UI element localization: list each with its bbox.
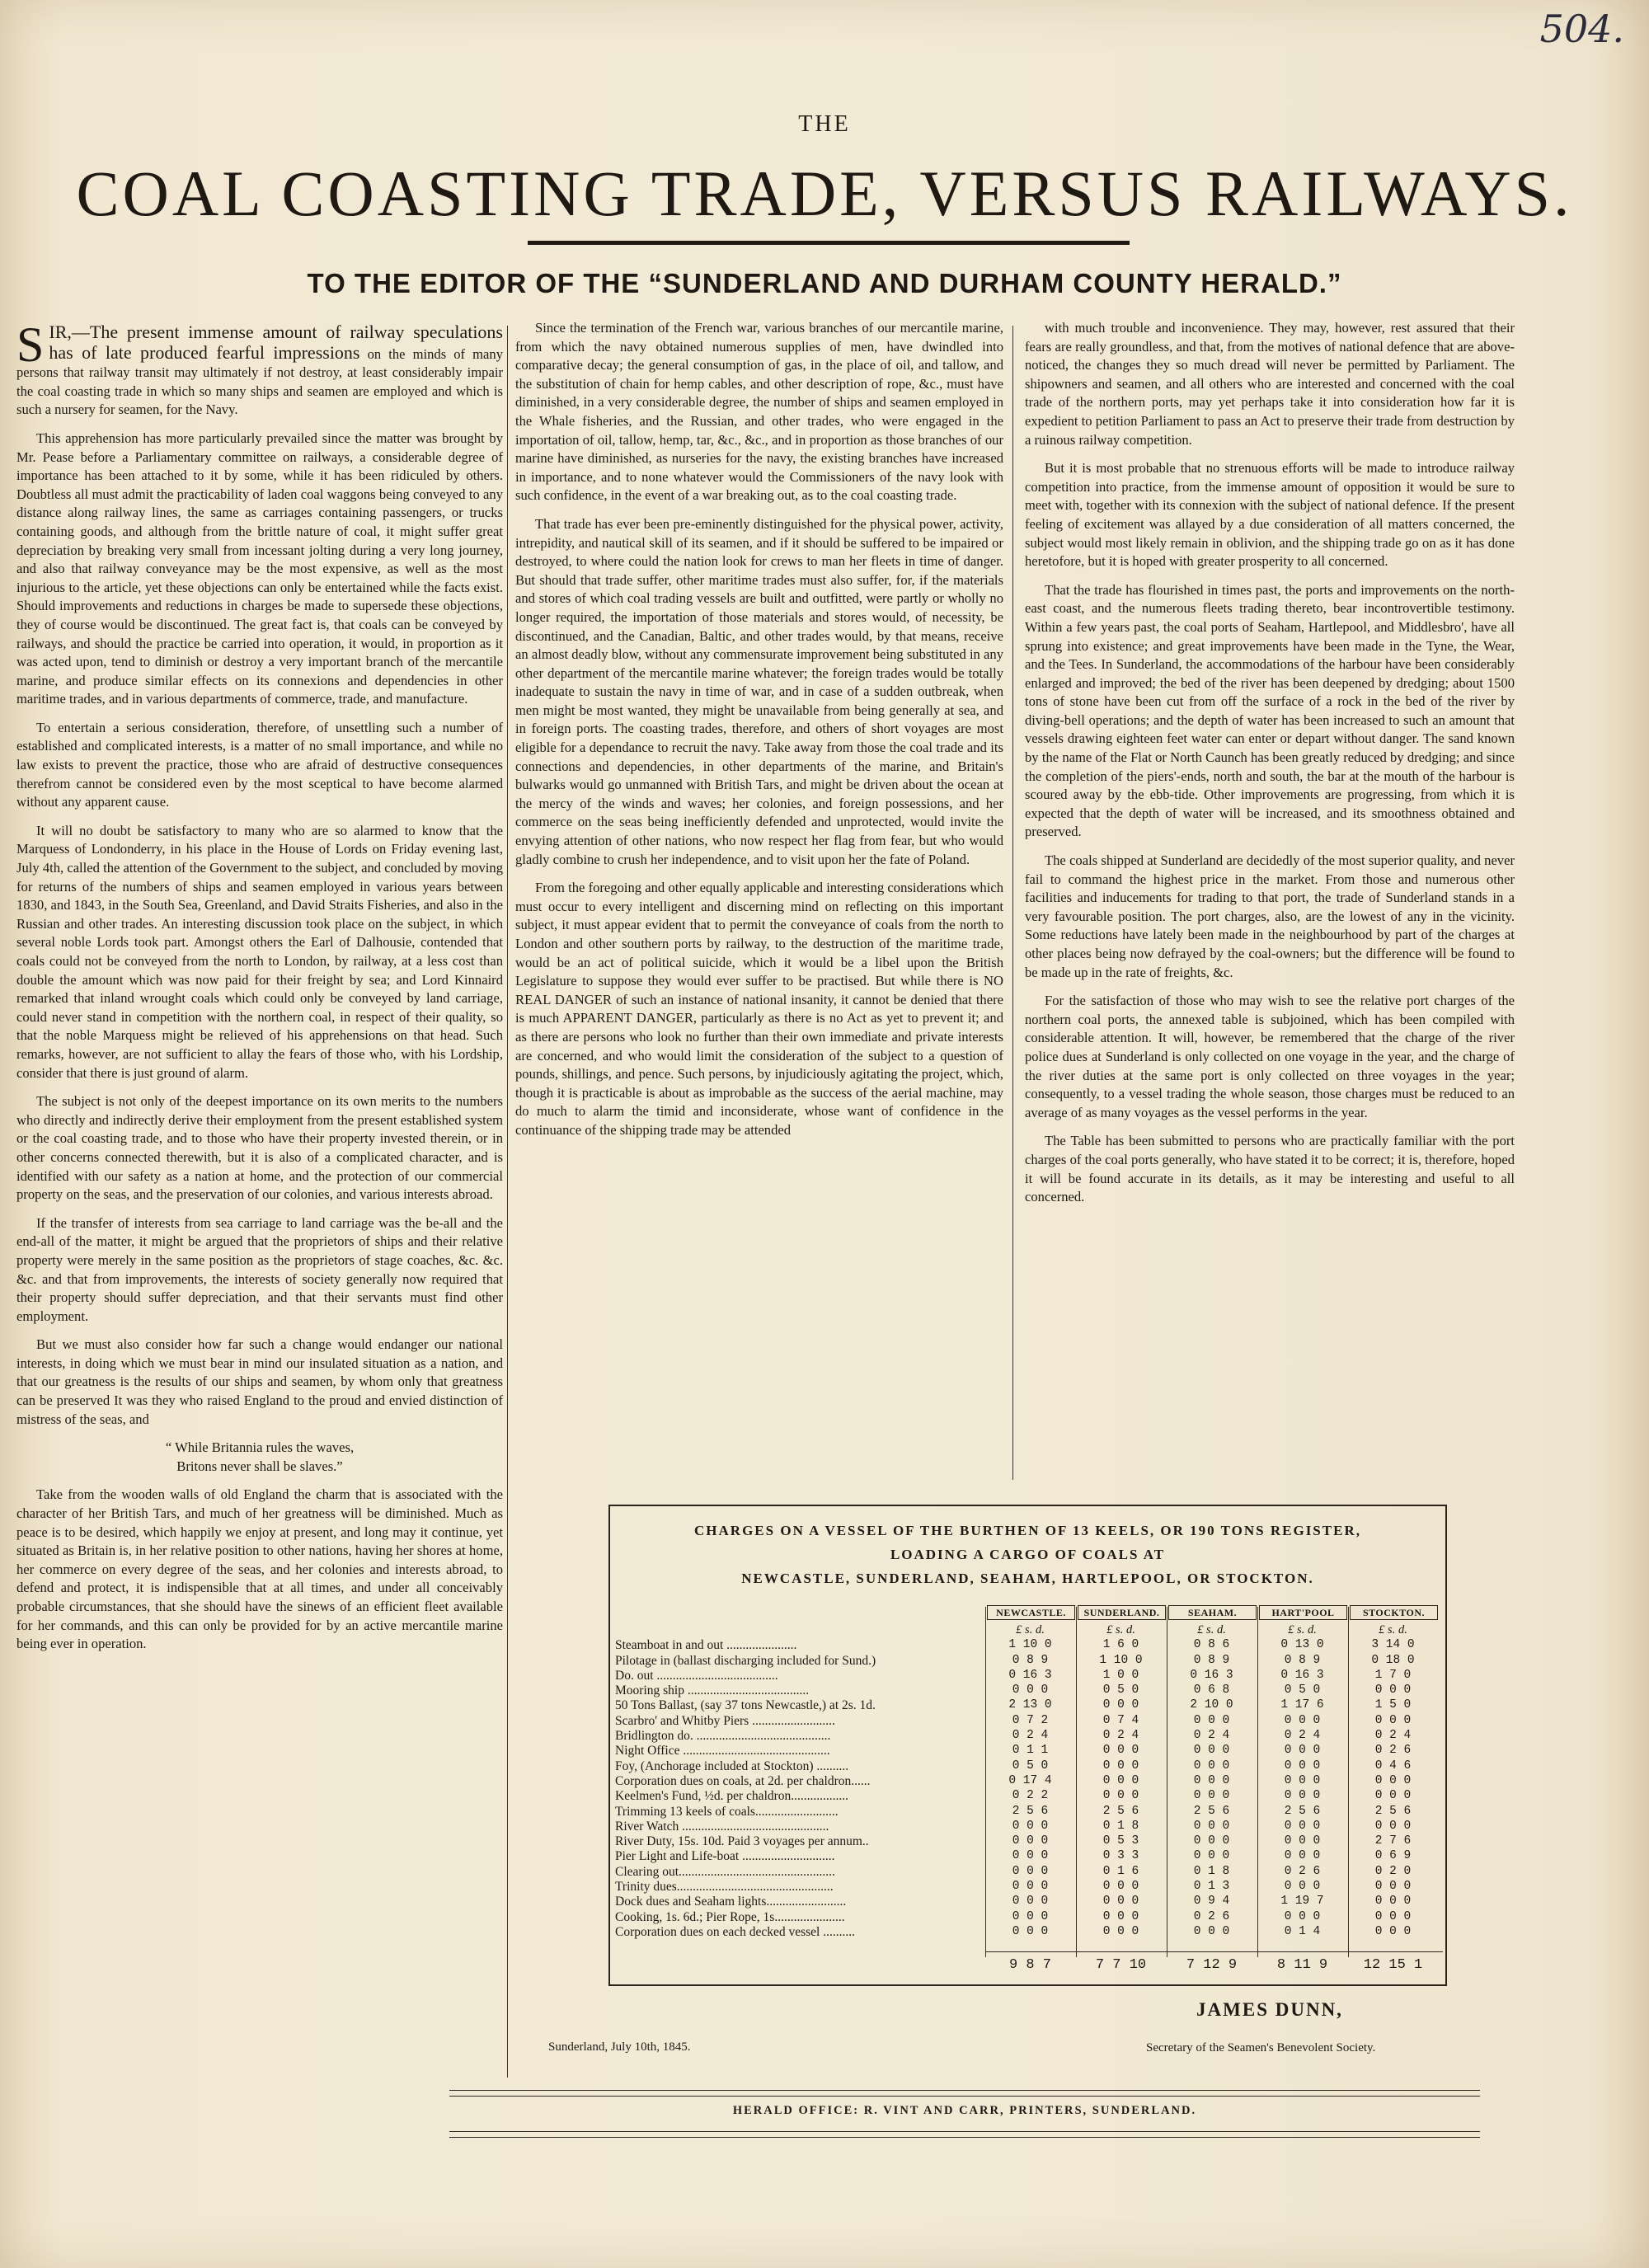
- charge-value: 0 5 0: [1102, 1683, 1139, 1697]
- charge-label: Do. out ......................................: [615, 1668, 778, 1683]
- table-row: [610, 1683, 1445, 1698]
- table-row: [610, 1729, 1445, 1744]
- charge-value: 2 5 6: [1193, 1804, 1230, 1818]
- table-row: [610, 1865, 1445, 1880]
- charge-value: 0 5 0: [1284, 1683, 1321, 1697]
- paragraph: Since the termination of the French war, various branches of our mercantile marine, from which the navy obtained numerous supplies of men, have dwindled into comparative decay; the general consumption of gas, in the place of oil, and tallow, and the substitution of chain for hemp cables, and other description of rope, &c., must have diminished, in a very considerable degree, the number of ships and seamen employed in the Whale fisheries, and the Russian, and other trades, who were engaged in the importation of oil, tallow, hemp, tar, &c., &c., and in proportion as those branches of our marine have diminished, as nurseries for the navy, the existing branches have increased in importance, and to none whatever would the Commissioners of the navy look with such confidence, in the event of a war breaking out, as to the coal coasting trade.: [515, 320, 1003, 504]
- signature-name: JAMES DUNN,: [1196, 1999, 1343, 2020]
- charge-value: 0 0 0: [1374, 1683, 1412, 1697]
- charge-label: River Watch ..............................................: [615, 1819, 829, 1834]
- table-row: [610, 1834, 1445, 1849]
- currency-units: £ s. d.: [1197, 1623, 1226, 1636]
- charge-value: 0 0 0: [1374, 1819, 1412, 1833]
- units-row: [610, 1623, 1445, 1638]
- charge-value: 0 0 0: [1012, 1880, 1049, 1894]
- paragraph: The subject is not only of the deepest importance on its own merits to the numbers who directly and indirectly derive their employment from the present established system or the coal coasting trade, and to those who have their property invested therein, or in other concerns connected therewith, but it is also of a complicated character, and is identified with our safety as a nation at home, and the protection of our commercial property on the seas, and the preservation of our colonies, and various interests abroad.: [16, 1093, 503, 1203]
- charge-value: 0 3 3: [1102, 1849, 1139, 1863]
- printer-imprint: HERALD OFFICE: R. VINT AND CARR, PRINTERS, SUNDERLAND.: [732, 2104, 1197, 2117]
- table-row: [610, 1805, 1445, 1820]
- totals-row: [610, 1953, 1445, 1978]
- charge-value: 0 2 4: [1102, 1729, 1139, 1743]
- charge-value: 0 6 9: [1374, 1849, 1412, 1863]
- table-row: [610, 1910, 1445, 1925]
- port-name: STOCKTON.: [1350, 1605, 1438, 1620]
- charge-value: 0 0 0: [1374, 1924, 1412, 1938]
- charge-value: 0 0 0: [1102, 1880, 1139, 1894]
- charge-value: 0 0 0: [1012, 1864, 1049, 1878]
- charge-value: 0 8 9: [1284, 1653, 1321, 1667]
- charge-value: 2 5 6: [1102, 1804, 1139, 1818]
- charge-value: 0 0 0: [1102, 1759, 1139, 1773]
- currency-units: £ s. d.: [1016, 1623, 1045, 1636]
- charge-value: 0 0 0: [1374, 1789, 1412, 1803]
- charge-label: Pier Light and Life-boat .............................: [615, 1849, 835, 1864]
- charge-value: 2 5 6: [1374, 1804, 1412, 1818]
- charge-value: 0 0 0: [1102, 1895, 1139, 1909]
- charge-value: 0 0 0: [1193, 1834, 1230, 1848]
- charge-value: 1 0 0: [1102, 1668, 1139, 1682]
- page-subtitle: TO THE EDITOR OF THE “SUNDERLAND AND DURHAM COUNTY HERALD.”: [307, 268, 1342, 298]
- table-row: [610, 1789, 1445, 1804]
- charge-label: Night Office ..............................................: [615, 1744, 830, 1759]
- currency-units: £ s. d.: [1106, 1623, 1135, 1636]
- dateline: Sunderland, July 10th, 1845.: [548, 2040, 691, 2054]
- signature-title: Secretary of the Seamen's Benevolent Society.: [1146, 2041, 1376, 2054]
- article-column-2: [515, 319, 1003, 1150]
- charge-value: 1 19 7: [1280, 1895, 1324, 1909]
- charge-value: 3 14 0: [1371, 1638, 1415, 1652]
- charge-value: 2 10 0: [1190, 1698, 1233, 1712]
- charge-value: 0 0 0: [1284, 1713, 1321, 1727]
- handwritten-page-number: 504.: [1539, 7, 1624, 51]
- table-row: [610, 1669, 1445, 1683]
- paragraph: with much trouble and inconvenience. They may, however, rest assured that their fears are really groundless, and that, from the motives of national defence that are above-noticed, the changes they so much dread will never be permitted by Parliament. The shipowners and seamen, and all others who are interested and concerned with the coal trade of the northern ports, may yet perhaps take it into consideration how far it is expedient to petition Parliament to pass an Act to preserve their trade from destruction by a ruinous railway competition.: [1025, 320, 1515, 448]
- charge-value: 0 8 9: [1193, 1653, 1230, 1667]
- page-title: COAL COASTING TRADE, VERSUS RAILWAYS.: [76, 157, 1573, 229]
- charge-label: Trinity dues.................................................: [615, 1880, 834, 1895]
- column-divider: [1012, 326, 1013, 1480]
- charge-value: 0 0 0: [1012, 1895, 1049, 1909]
- charge-value: 0 17 4: [1008, 1773, 1052, 1787]
- charge-label: Corporation dues on coals, at 2d. per chaldron......: [615, 1773, 871, 1788]
- charge-value: 1 10 0: [1008, 1638, 1052, 1652]
- charge-label: Bridlington do. ..........................................: [615, 1729, 831, 1744]
- total-value: 9 8 7: [1008, 1957, 1051, 1973]
- charge-value: 0 0 0: [1374, 1909, 1412, 1923]
- charge-value: 0 1 4: [1284, 1924, 1321, 1938]
- charge-value: 0 0 0: [1193, 1759, 1230, 1773]
- article-column-3: [1025, 319, 1515, 1217]
- paragraph: This apprehension has more particularly prevailed since the matter was brought by Mr. Pease before a Parliamentary committee on railways, a considerable degree of importance has been attached to it by some, while it has been ridiculed by others. Doubtless all must admit the practicability of laden coal waggons being conveyed to any distance along railway lines, the same as carriages containing passengers, or trucks containing goods, and although from the brittle nature of coal, it might suffer great depreciation by breaking very small from incessant jolting during a very long journey, and also that railway conveyance may be the most expensive, as well as the most injurious to the article, yet these objections can only be entertained while the facts exist. Should improvements and reductions in charges be made to supersede these objections, they of course would be discontinued. The great fact is, that coals can be conveyed by railways, and should the practice be carried into operation, it would, in proportion as it was acted upon, tend to diminish or destroy a very important branch of the mercantile marine, and produce similar effects on its connexions and dependencies in other maritime trades, and in various departments of commerce, trade, and manufacture.: [16, 430, 503, 707]
- charge-value: 1 10 0: [1099, 1653, 1143, 1667]
- charge-value: 0 4 6: [1374, 1759, 1412, 1773]
- charge-value: 2 5 6: [1012, 1804, 1049, 1818]
- charge-value: 2 7 6: [1374, 1834, 1412, 1848]
- charge-value: 0 0 0: [1284, 1909, 1321, 1923]
- charge-value: 0 0 0: [1374, 1895, 1412, 1909]
- charge-value: 0 0 0: [1284, 1849, 1321, 1863]
- table-row: [610, 1774, 1445, 1789]
- table-row: [610, 1880, 1445, 1895]
- charge-value: 0 8 9: [1012, 1653, 1049, 1667]
- total-value: 8 11 9: [1276, 1957, 1328, 1973]
- ports-header-row: [610, 1605, 1445, 1623]
- charge-label: Trimming 13 keels of coals..........................: [615, 1804, 839, 1819]
- table-heading-line: NEWCASTLE, SUNDERLAND, SEAHAM, HARTLEPOOL, OR STOCKTON.: [741, 1571, 1314, 1586]
- charge-value: 0 0 0: [1284, 1819, 1321, 1833]
- table-row: [610, 1849, 1445, 1864]
- charge-label: Foy, (Anchorage included at Stockton) ..........: [615, 1759, 849, 1773]
- charge-value: 0 0 0: [1374, 1773, 1412, 1787]
- charge-value: 0 5 0: [1012, 1759, 1049, 1773]
- paragraph: The Table has been submitted to persons who are practically familiar with the port charges of the coal ports generally, who have stated it to be correct; it is, therefore, hoped it will be found accurate in its details, as it may be interesting and useful to all concerned.: [1025, 1133, 1515, 1205]
- drop-cap: S: [16, 317, 45, 372]
- charge-value: 0 2 2: [1012, 1789, 1049, 1803]
- lead-text: IR,—The present immense amount of railway speculations has of late produced fearful impressions: [49, 322, 503, 363]
- charge-value: 0 2 4: [1012, 1729, 1049, 1743]
- charge-value: 0 0 0: [1284, 1880, 1321, 1894]
- charge-value: 0 18 0: [1371, 1653, 1415, 1667]
- paragraph: It will no doubt be satisfactory to many who are so alarmed to know that the Marquess of Londonderry, in his place in the House of Lords on Friday evening last, July 4th, called the attention of the Government to the subject, and concluded by moving for returns of the numbers of ships and seamen employed in various years between 1830, and 1843, in the South Sea, Greenland, and David Straits Fisheries, and also in the Russian and other trades. An interesting discussion took place on the subject, in which several noble Lords took part. Amongst others the Earl of Dalhousie, contended that coals could not be conveyed from the north to London, by railway, at a less cost than double the amount which was now paid for their freight by sea; and Lord Kinnaird remarked that inland wrought coals which could only be conveyed by land carriage, could never stand in competition with the northern coal, in respect of their quality, so that the noble Marquess might be relieved of his apprehensions on that head. Such remarks, however, are not sufficient to allay the fears of those who, with his Lordship, consider that there is just ground of alarm.: [16, 822, 503, 1081]
- paragraph: To entertain a serious consideration, therefore, of unsettling such a number of established and complicated interests, is a matter of no small importance, and while no law exists to prevent the practice, those who are afraid of destructive consequences therefrom cannot be considered even by the most sceptical to have become alarmed without any apparent cause.: [16, 719, 503, 810]
- quote-line: “ While Britannia rules the waves,: [165, 1439, 355, 1456]
- charge-label: Keelmen's Fund, ½d. per chaldron..................: [615, 1789, 849, 1804]
- charge-value: 0 2 4: [1284, 1729, 1321, 1743]
- footer-rule: [449, 2096, 1480, 2097]
- footer-rule: [449, 2137, 1480, 2138]
- charge-label: Scarbro' and Whitby Piers ..........................: [615, 1713, 835, 1728]
- charge-value: 0 0 0: [1374, 1880, 1412, 1894]
- charge-value: 0 1 6: [1102, 1864, 1139, 1878]
- quote-line: Britons never shall be slaves.”: [176, 1458, 343, 1474]
- charge-value: 0 0 0: [1012, 1819, 1049, 1833]
- charge-value: 0 0 0: [1284, 1834, 1321, 1848]
- currency-units: £ s. d.: [1288, 1623, 1317, 1636]
- charge-label: River Duty, 15s. 10d. Paid 3 voyages per annum..: [615, 1834, 869, 1849]
- charge-value: 0 0 0: [1193, 1744, 1230, 1758]
- charge-value: 0 16 3: [1008, 1668, 1052, 1682]
- charge-value: 0 0 0: [1193, 1773, 1230, 1787]
- charge-value: 0 13 0: [1280, 1638, 1324, 1652]
- charge-value: 0 0 0: [1102, 1924, 1139, 1938]
- paragraph: But it is most probable that no strenuous efforts will be made to introduce railway competition into practice, from the immense amount of opposition it would be sure to meet with, together with its connexion with the subject of national defence. If the present feeling of excitement was allayed by a due consideration of all matters concerned, the subject would most likely remain in oblivion, and the shipping trade go on as it has done heretofore, but it is hoped with greater prosperity to all concerned.: [1025, 460, 1515, 570]
- table-row: [610, 1698, 1445, 1713]
- charge-value: 0 0 0: [1284, 1773, 1321, 1787]
- table-row: [610, 1820, 1445, 1834]
- charge-value: 0 1 8: [1102, 1819, 1139, 1833]
- table-row: [610, 1654, 1445, 1669]
- charge-value: 0 6 8: [1193, 1683, 1230, 1697]
- table-row: [610, 1759, 1445, 1774]
- charge-value: 0 0 0: [1012, 1924, 1049, 1938]
- charge-value: 0 0 0: [1102, 1744, 1139, 1758]
- table-heading-line: CHARGES ON A VESSEL OF THE BURTHEN OF 13 KEELS, OR 190 TONS REGISTER,: [694, 1523, 1361, 1538]
- port-name: SUNDERLAND.: [1078, 1605, 1166, 1620]
- charge-label: Clearing out.................................................: [615, 1864, 835, 1879]
- paragraph: From the foregoing and other equally applicable and interesting considerations which must occur to every intelligent and discerning mind on reflecting on this important subject, it must appear evident that to permit the conveyance of coals from the north to London and other southern ports by railway, to the destruction of the maritime trade, would be an act of political suicide, which it would be a libel upon the British Legislature to suppose they would ever suffer to be practised. But while there is NO REAL DANGER of such an instance of national insanity, it cannot be denied that there is much APPARENT DANGER, particularly as there is no Act as yet to prevent it; and as there are persons who look no further than their own immediate and private interests are concerned, and who would limit the consideration of the subject to a question of pounds, shillings, and pence. Such persons, by injudiciously agitating the project, which, though it is practicable is about as improbable as the success of the aerial machine, may do much to alarm the timid and inconsiderate, whose want of confidence in the continuance of the shipping trade may be attended: [515, 880, 1003, 1138]
- port-name: HART'POOL: [1259, 1605, 1347, 1620]
- charge-value: 1 5 0: [1374, 1698, 1412, 1712]
- charge-value: 0 8 6: [1193, 1638, 1230, 1652]
- charge-value: 0 0 0: [1102, 1789, 1139, 1803]
- table-row: [610, 1638, 1445, 1653]
- charge-label: Dock dues and Seaham lights.........................: [615, 1895, 847, 1909]
- charge-value: 2 13 0: [1008, 1698, 1052, 1712]
- charge-value: 0 9 4: [1193, 1895, 1230, 1909]
- charge-value: 0 2 4: [1193, 1729, 1230, 1743]
- charge-label: Mooring ship ......................................: [615, 1683, 810, 1698]
- charge-value: 2 5 6: [1284, 1804, 1321, 1818]
- port-name: SEAHAM.: [1168, 1605, 1257, 1620]
- charge-value: 0 16 3: [1280, 1668, 1324, 1682]
- totals-rule: [985, 1951, 1443, 1952]
- charge-value: 1 7 0: [1374, 1668, 1412, 1682]
- paragraph: If the transfer of interests from sea carriage to land carriage was the be-all and the end-all of the matter, it might be argued that the proprietors of ships and their relative property were merely in the same position as the proprietors of stage coaches, &c. &c. &c. and that from improvements, the interests of society generally now required that their property should suffer depreciation, and that their servants must find other employment.: [16, 1214, 503, 1324]
- table-row: [610, 1744, 1445, 1759]
- total-value: 12 15 1: [1363, 1957, 1423, 1973]
- charge-value: 0 7 4: [1102, 1713, 1139, 1727]
- quotation: [16, 1439, 503, 1476]
- charge-value: 0 0 0: [1193, 1713, 1230, 1727]
- article-lead-paragraph: [16, 317, 503, 420]
- charge-value: 0 0 0: [1374, 1713, 1412, 1727]
- table-body: [610, 1605, 1445, 1940]
- port-charges-table: [608, 1505, 1447, 1986]
- table-row: [610, 1714, 1445, 1729]
- charge-value: 0 0 0: [1193, 1789, 1230, 1803]
- charge-value: 0 0 0: [1012, 1849, 1049, 1863]
- charge-value: 0 0 0: [1012, 1909, 1049, 1923]
- total-value: 7 7 10: [1095, 1957, 1147, 1973]
- charge-value: 0 1 1: [1012, 1744, 1049, 1758]
- charge-value: 0 0 0: [1102, 1773, 1139, 1787]
- charge-value: 0 5 3: [1102, 1834, 1139, 1848]
- charge-value: 0 0 0: [1102, 1698, 1139, 1712]
- table-row: [610, 1895, 1445, 1909]
- charge-value: 0 0 0: [1284, 1759, 1321, 1773]
- charge-label: Steamboat in and out ......................: [615, 1638, 797, 1653]
- paragraph-text: on the minds of many persons that railway transit may ultimately if not destroy, at least considerably impair the coal coasting trade in which so many ships and seamen are employed and which is such a nursery for seamen, for the Navy.: [16, 345, 503, 418]
- charge-label: Cooking, 1s. 6d.; Pier Rope, 1s......................: [615, 1909, 845, 1924]
- charge-label: Corporation dues on each decked vessel ..........: [615, 1924, 855, 1939]
- article-column-1: [16, 317, 503, 1664]
- paragraph: For the satisfaction of those who may wish to see the relative port charges of the northern coal ports, the annexed table is subjoined, which has been compiled with considerable attention. It will, however, be remembered that the charge of the river police dues at Sunderland is only collected on one voyage in the year, and the charge of the river duties at the same port is only collected on three voyages in the year; consequently, to a vessel trading the whole season, those charges must be reduced to an average of as many voyages as the vessel performs in the year.: [1025, 993, 1515, 1120]
- paragraph: That trade has ever been pre-eminently distinguished for the physical power, activity, intrepidity, and nautical skill of its seamen, and if it should be suffered to be impaired or destroyed, to where could the nation look for crews to man her fleets in time of danger. But should that trade suffer, other maritime trades must also suffer, for, if the materials and stores of which coal trading vessels are built and outfitted, were partly or wholly no longer required, the importation of those materials and stores would, of necessity, be discontinued, and the Canadian, Baltic, and other trades would, by that means, receive an almost deadly blow, without any commensurate improvement being substituted in any other department of the mercantile marine whatever; the foreign trades would be totally inadequate to sustain the navy in time of war, and in case of a sudden outbreak, when men might be most wanted, they might be unavailable from being generally at sea, and in foreign ports. The coasting trades, therefore, and others of short voyages are most eligible for a dependance to recruit the navy. Take away from those the coal trade and its connections and dependencies, in other departments of the marine, and Britain's bulwarks would go unmanned with British Tars, and might be driven about the ocean at the mercy of the winds and waves; her colonies, and foreign possessions, and her commerce on the seas being inefficiently defended and unprotected, would invite the envying attention of other nations, who now respect her flag from fear, but who would gladly combine to crush her independence, and to visit upon her the fate of Poland.: [515, 515, 1003, 867]
- charge-value: 0 0 0: [1193, 1819, 1230, 1833]
- charge-value: 0 2 4: [1374, 1729, 1412, 1743]
- charge-value: 0 0 0: [1193, 1849, 1230, 1863]
- paragraph: But we must also consider how far such a change would endanger our national interests, in doing which we must bear in mind our insulated situation as a nation, and that our greatness is the results of our ships and seamen, by whom only that greatness can be preserved It was they who raised England to the proud and envied distinction of mistress of the seas, and: [16, 1336, 503, 1427]
- total-value: 7 12 9: [1186, 1957, 1238, 1973]
- charge-value: 0 7 2: [1012, 1713, 1049, 1727]
- charge-value: 0 2 0: [1374, 1864, 1412, 1878]
- charge-value: 0 1 8: [1193, 1864, 1230, 1878]
- paragraph: That the trade has flourished in times past, the ports and improvements on the north-east coast, and the numerous fleets trading thereto, bear incontrovertible testimony. Within a few years past, the coal ports of Seaham, Hartlepool, and Middlesbro', have all sprung into existence; and great improvements have been made in the Tyne, the Wear, and the Tees. In Sunderland, the accommodations of the harbour have been considerably enlarged and improved; the bed of the river has been deepened by dredging; about 1500 tons of stone have been cut from off the surface of a rock in the bed of the river by diving-bell operations; and the depth of water has been increased to such an amount that vessels drawing eighteen feet water can enter or depart without danger. The sand known by the name of the Flat or North Caunch has been greatly reduced by dredging; and since the completion of the piers'-ends, north and south, the bar at the mouth of the harbour is scoured away by the ebb-tide. Other improvements are progressing, from which it is expected that the depth of water will be increased, and its smoothness obtained and preserved.: [1025, 581, 1515, 840]
- footer-rule: [449, 2131, 1480, 2132]
- charge-value: 0 0 0: [1284, 1744, 1321, 1758]
- table-row: [610, 1925, 1445, 1940]
- charge-value: 0 0 0: [1284, 1789, 1321, 1803]
- charge-value: 1 6 0: [1102, 1638, 1139, 1652]
- table-heading: [610, 1506, 1445, 1590]
- charge-value: 0 16 3: [1190, 1668, 1233, 1682]
- charge-label: Pilotage in (ballast discharging included for Sund.): [615, 1653, 876, 1668]
- charge-value: 0 2 6: [1193, 1909, 1230, 1923]
- footer-rule: [449, 2090, 1480, 2091]
- charge-value: 1 17 6: [1280, 1698, 1324, 1712]
- charge-value: 0 1 3: [1193, 1880, 1230, 1894]
- title-prefix: THE: [798, 111, 851, 137]
- table-heading-line: LOADING A CARGO OF COALS AT: [890, 1547, 1166, 1562]
- charge-value: 0 0 0: [1102, 1909, 1139, 1923]
- charge-value: 0 2 6: [1284, 1864, 1321, 1878]
- charge-value: 0 0 0: [1012, 1834, 1049, 1848]
- charge-value: 0 0 0: [1193, 1924, 1230, 1938]
- title-rule: [528, 241, 1130, 245]
- paragraph: Take from the wooden walls of old England the charm that is associated with the character of her British Tars, and much of her greatness will be diminished. Much as peace is to be desired, which happily we enjoy at present, and long may it continue, yet situated as Britain is, in her relative position to other nations, having her shores at home, her commerce on every degree of the seas, and her colonies and interests abroad, to defend and protect, it is indispensible that at all times, and under all conceivably probable circumstances, that she should have the sinews of an efficient fleet available for her commands, and this can only be provided for by an active mercantile marine being ever in operation.: [16, 1486, 503, 1652]
- charge-value: 0 2 6: [1374, 1744, 1412, 1758]
- paragraph: The coals shipped at Sunderland are decidedly of the most superior quality, and never fail to command the highest price in the market. From those and numerous other facilities and inducements for trading to that port, the trade of Sunderland stands in a very favourable position. The port charges, also, are the lowest of any in the vicinity. Some reductions have lately been made in the neighbourhood by part of the charges at other places being now defrayed by the coal-owners; but the difference will be found to be made up in the rate of freights, &c.: [1025, 852, 1515, 980]
- port-name: NEWCASTLE.: [987, 1605, 1075, 1620]
- currency-units: £ s. d.: [1379, 1623, 1407, 1636]
- charge-value: 0 0 0: [1012, 1683, 1049, 1697]
- column-divider: [507, 326, 508, 2078]
- charge-label: 50 Tons Ballast, (say 37 tons Newcastle,) at 2s. 1d.: [615, 1698, 876, 1713]
